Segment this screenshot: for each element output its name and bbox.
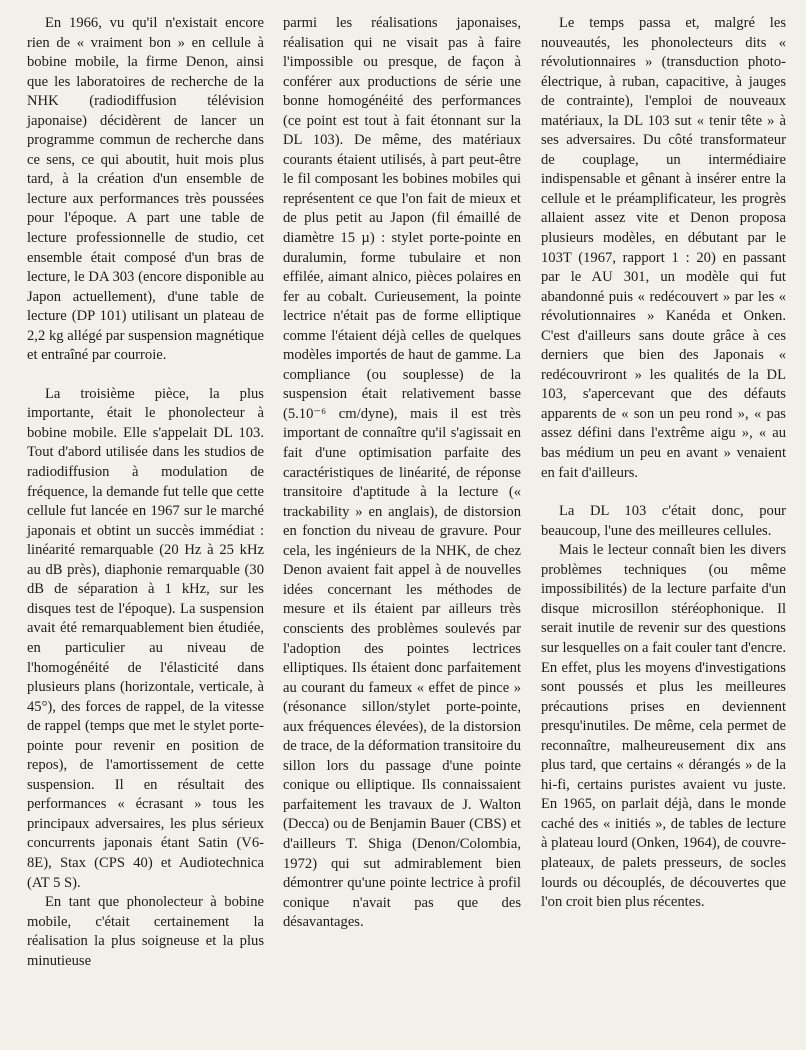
text-column-3 xyxy=(541,14,786,913)
text-column-1 xyxy=(27,14,264,971)
paragraph-moving-coil-care: En tant que phonolecteur à bobine mobile, c'était certainement la réalisation la plus soigneuse et la plus minutieuse xyxy=(27,894,264,969)
text-column-2 xyxy=(283,14,521,933)
paragraph-dl103-introduction: La troisième pièce, la plus importante, était le phonolecteur à bobine mobile. Elle s'appelait DL 103. Tout d'abord utilisée dans les studios de radiodiffusion à modulation de fréquence, la demande fut telle que cette cellule fut lancée en 1967 sur le marché japonais et obtint un succès immédiat : linéarité remarquable (20 Hz à 25 kHz au dB près), diaphonie remarquable (30 dB de séparation à 1 kHz, sur les disques test de l'époque). La suspension avait été remarquablement bien étudiée, en particulier au niveau de l'homogénéité de l'élasticité dans plusieurs plans (horizontale, verticale, à 45°), des forces de rappel, de la vitesse de rappel (temps que met le stylet porte-pointe pour revenir en position de repos), de l'amortissement de cette suspension. Il en résultait des performances « écrasant » tous les principaux adversaires, les plus sérieux concurrents japonais étant Satin (V6-8E), Stax (CPS 40) et Audiotechnica (AT 5 S). xyxy=(27,385,264,891)
paragraph-materials-and-stylus: parmi les réalisations japonaises, réalisation qui ne visait pas à faire l'impossible ou presque, de façon à conférer aux productions de série une bonne homogénéité des performances (ce point est tout à fait étonnant sur la DL 103). De même, des matériaux courants étaient utilisés, à part peut-être le fil composant les bobines mobiles qui représentent ce que l'on fait de mieux et de plus petit au Japon (fil émaillé de diamètre 15 µ) : stylet porte-pointe en duralumin, forme tubulaire et non effilée, aimant alnico, pièces polaires en fer au cobalt. Curieusement, la pointe lectrice n'était pas de forme elliptique comme l'étaient déjà celles de quelques modèles importés de haut de gamme. La compliance (ou souplesse) de la suspension était relativement basse (5.10⁻⁶ cm/dyne), mais il est très important de connaître qu'il s'agissait en fait d'une optimisation parfaite des caractéristiques de linéarité, de réponse transitoire d'aptitude à la lecture (« trackability » en anglais), de distorsion en fonction du niveau de gravure. Pour cela, les ingénieurs de la NHK, de chez Denon avaient fait appel à de nouvelles idées concernant les méthodes de mesure et ils étaient par ailleurs très conscients des problèmes soulevés par l'adoption des pointes lectrices elliptiques. Ils étaient donc parfaitement au courant du fameux « effet de pince » (résonance sillon/stylet porte-pointe, aux fréquences élevées), de la distorsion de trace, de la déformation transitoire du sillon lors du passage d'une pointe conique ou elliptique. Ils connaissaient parfaitement les travaux de J. Walton (Decca) ou de Benjamin Bauer (CBS) et d'ailleurs T. Shiga (Denon/Colombia, 1972) qui sut admirablement bien démontrer qu'une pointe lectrice à profil conique n'avait pas que des désavantages. xyxy=(283,15,521,931)
paragraph-time-passed: Le temps passa et, malgré les nouveautés, les phonolecteurs dits « révolutionnaires » (transduction photo-électrique, à ruban, capacitive, à jauges de contrainte), l'emploi de nouveaux matériaux, la DL 103 sut « tenir tête » à ses adversaires. Du côté transformateur de couplage, un intermédiaire indispensable et gênant à insérer entre la cellule et le préamplificateur, les progrès allaient assez vite et Denon proposa plusieurs modèles, en débutant par le 103T (1967, rapport 1 : 20) en passant par le AU 301, un modèle qui fut abandonné puis « redécouvert » par les « révolutionnaires » Kanéda et Onken. C'est d'ailleurs sans doute grâce à ces derniers que bien des Japonais « redécouvriront » les qualités de la DL 103, s'apercevant que des défauts apparents de « son un peu rond », « pas assez défini dans l'extrême aigu », « au bas médium un peu en avant » venaient en fait d'ailleurs. xyxy=(541,15,786,481)
paragraph-denon-nhk-1966: En 1966, vu qu'il n'existait encore rien de « vraiment bon » en cellule à bobine mobile, la firme Denon, ainsi que les laboratoires de recherche de la NHK (radiodiffusion télévision japonaise) décidèrent de lancer un programme commun de recherche dans ce sens, ce qui aboutit, huit mois plus tard, à la création d'un ensemble de lecture aux performances très poussées pour l'époque. A part une table de lecture professionnelle de studio, cet ensemble était composé d'un bras de lecture, le DA 303 (encore disponible au Japon actuellement), d'une table de lecture (DP 101) utilisant un plateau de 2,2 kg allégé par suspension magnétique et entraîné par courroie. xyxy=(27,15,264,364)
paragraph-best-cartridge: La DL 103 c'était donc, pour beaucoup, l'une des meilleures cellules. xyxy=(541,503,786,539)
paragraph-technical-problems: Mais le lecteur connaît bien les divers problèmes techniques (ou même impossibilités) de la lecture parfaite d'un disque microsillon stéréophonique. Il serait inutile de revenir sur des questions sur lesquelles on a fait couler tant d'encre. En effet, plus les moyens d'investigations sont poussés et plus les meilleures précautions prises en deviennent presqu'inutiles. De même, cela permet de reconnaître, malheureusement dix ans plus tard, que certains « dérangés » de la hi-fi, certains puristes avaient vu juste. En 1965, on parlait déjà, dans le monde caché des « initiés », de tables de lecture à plateau lourd (Onken, 1964), de couvre-plateaux, de palets presseurs, de socles lourds ou découplés, de découvertes que l'on croit bien plus récentes. xyxy=(541,542,786,911)
